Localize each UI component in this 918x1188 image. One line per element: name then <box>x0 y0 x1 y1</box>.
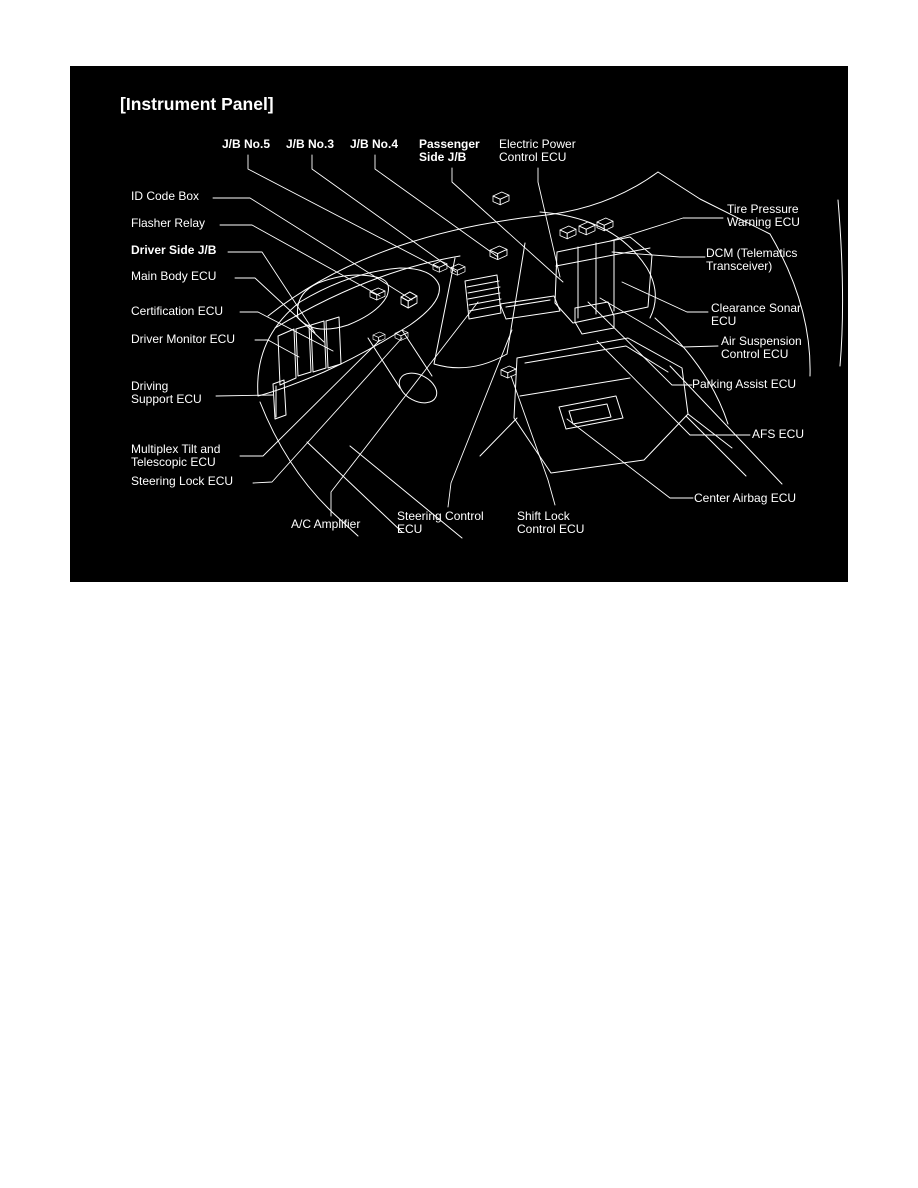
label-jb-no5: J/B No.5 <box>222 137 271 151</box>
label-line: Tire Pressure <box>727 202 799 216</box>
label-line: Shift Lock <box>517 509 570 523</box>
label-jb-no4: J/B No.4 <box>350 137 399 151</box>
label-line: Air Suspension <box>721 334 802 348</box>
label-air-suspension-control-ecu <box>721 335 802 361</box>
leader-jb-no5 <box>248 155 438 268</box>
label-dcm-telematics <box>706 247 797 273</box>
label-line: DCM (Telematics <box>706 246 798 260</box>
leader-shift-lock <box>511 376 555 505</box>
label-line: Steering Control <box>397 509 484 523</box>
label-id-code-box: ID Code Box <box>131 189 200 203</box>
label-line: Driving <box>131 379 169 393</box>
label-certification-ecu: Certification ECU <box>131 304 224 318</box>
label-shift-lock-control-ecu <box>517 510 584 536</box>
instrument-panel-figure <box>70 66 848 582</box>
label-line: ECU <box>397 522 423 536</box>
leader-driving-support-ecu <box>216 395 273 396</box>
label-electric-power-control-ecu <box>499 138 576 164</box>
label-line: ECU <box>711 314 737 328</box>
label-line: Control ECU <box>517 522 585 536</box>
leader-jb-no4 <box>375 155 498 257</box>
leader-flasher-relay <box>220 225 380 296</box>
label-ac-amplifier: A/C Amplifier <box>291 517 361 531</box>
leader-center-airbag <box>567 419 693 498</box>
label-line: Control ECU <box>721 347 789 361</box>
leader-dcm <box>612 252 705 257</box>
label-afs-ecu: AFS ECU <box>752 427 805 441</box>
label-line: Transceiver) <box>706 259 773 273</box>
label-line: Multiplex Tilt and <box>131 442 221 456</box>
leader-passenger-side-jb <box>452 168 563 282</box>
label-line: Passenger <box>419 137 480 151</box>
label-line: Telescopic ECU <box>131 455 216 469</box>
label-parking-assist-ecu: Parking Assist ECU <box>692 377 797 391</box>
leader-clearance-sonar <box>622 282 708 312</box>
label-clearance-sonar-ecu <box>711 302 801 328</box>
label-line: Clearance Sonar <box>711 301 802 315</box>
label-steering-control-ecu <box>397 510 484 536</box>
label-line: Electric Power <box>499 137 576 151</box>
label-center-airbag-ecu: Center Airbag ECU <box>694 491 797 505</box>
leader-certification-ecu <box>240 312 333 351</box>
figure-title: [Instrument Panel] <box>120 94 274 114</box>
leader-id-code-box <box>213 198 412 300</box>
label-driver-side-jb: Driver Side J/B <box>131 243 217 257</box>
label-flasher-relay: Flasher Relay <box>131 216 206 230</box>
label-line: Support ECU <box>131 392 202 406</box>
label-main-body-ecu: Main Body ECU <box>131 269 217 283</box>
label-line: Warning ECU <box>727 215 800 229</box>
label-multiplex-tilt-telescopic-ecu <box>131 443 220 469</box>
leader-lines <box>213 155 750 516</box>
leader-driver-monitor-ecu <box>255 340 299 357</box>
label-driver-monitor-ecu: Driver Monitor ECU <box>131 332 236 346</box>
label-jb-no3: J/B No.3 <box>286 137 335 151</box>
label-line: Control ECU <box>499 150 567 164</box>
label-line: Side J/B <box>419 150 467 164</box>
label-steering-lock-ecu: Steering Lock ECU <box>131 474 234 488</box>
label-tire-pressure-warning-ecu <box>727 203 800 229</box>
label-passenger-side-jb <box>419 138 480 164</box>
label-driving-support-ecu <box>131 380 202 406</box>
